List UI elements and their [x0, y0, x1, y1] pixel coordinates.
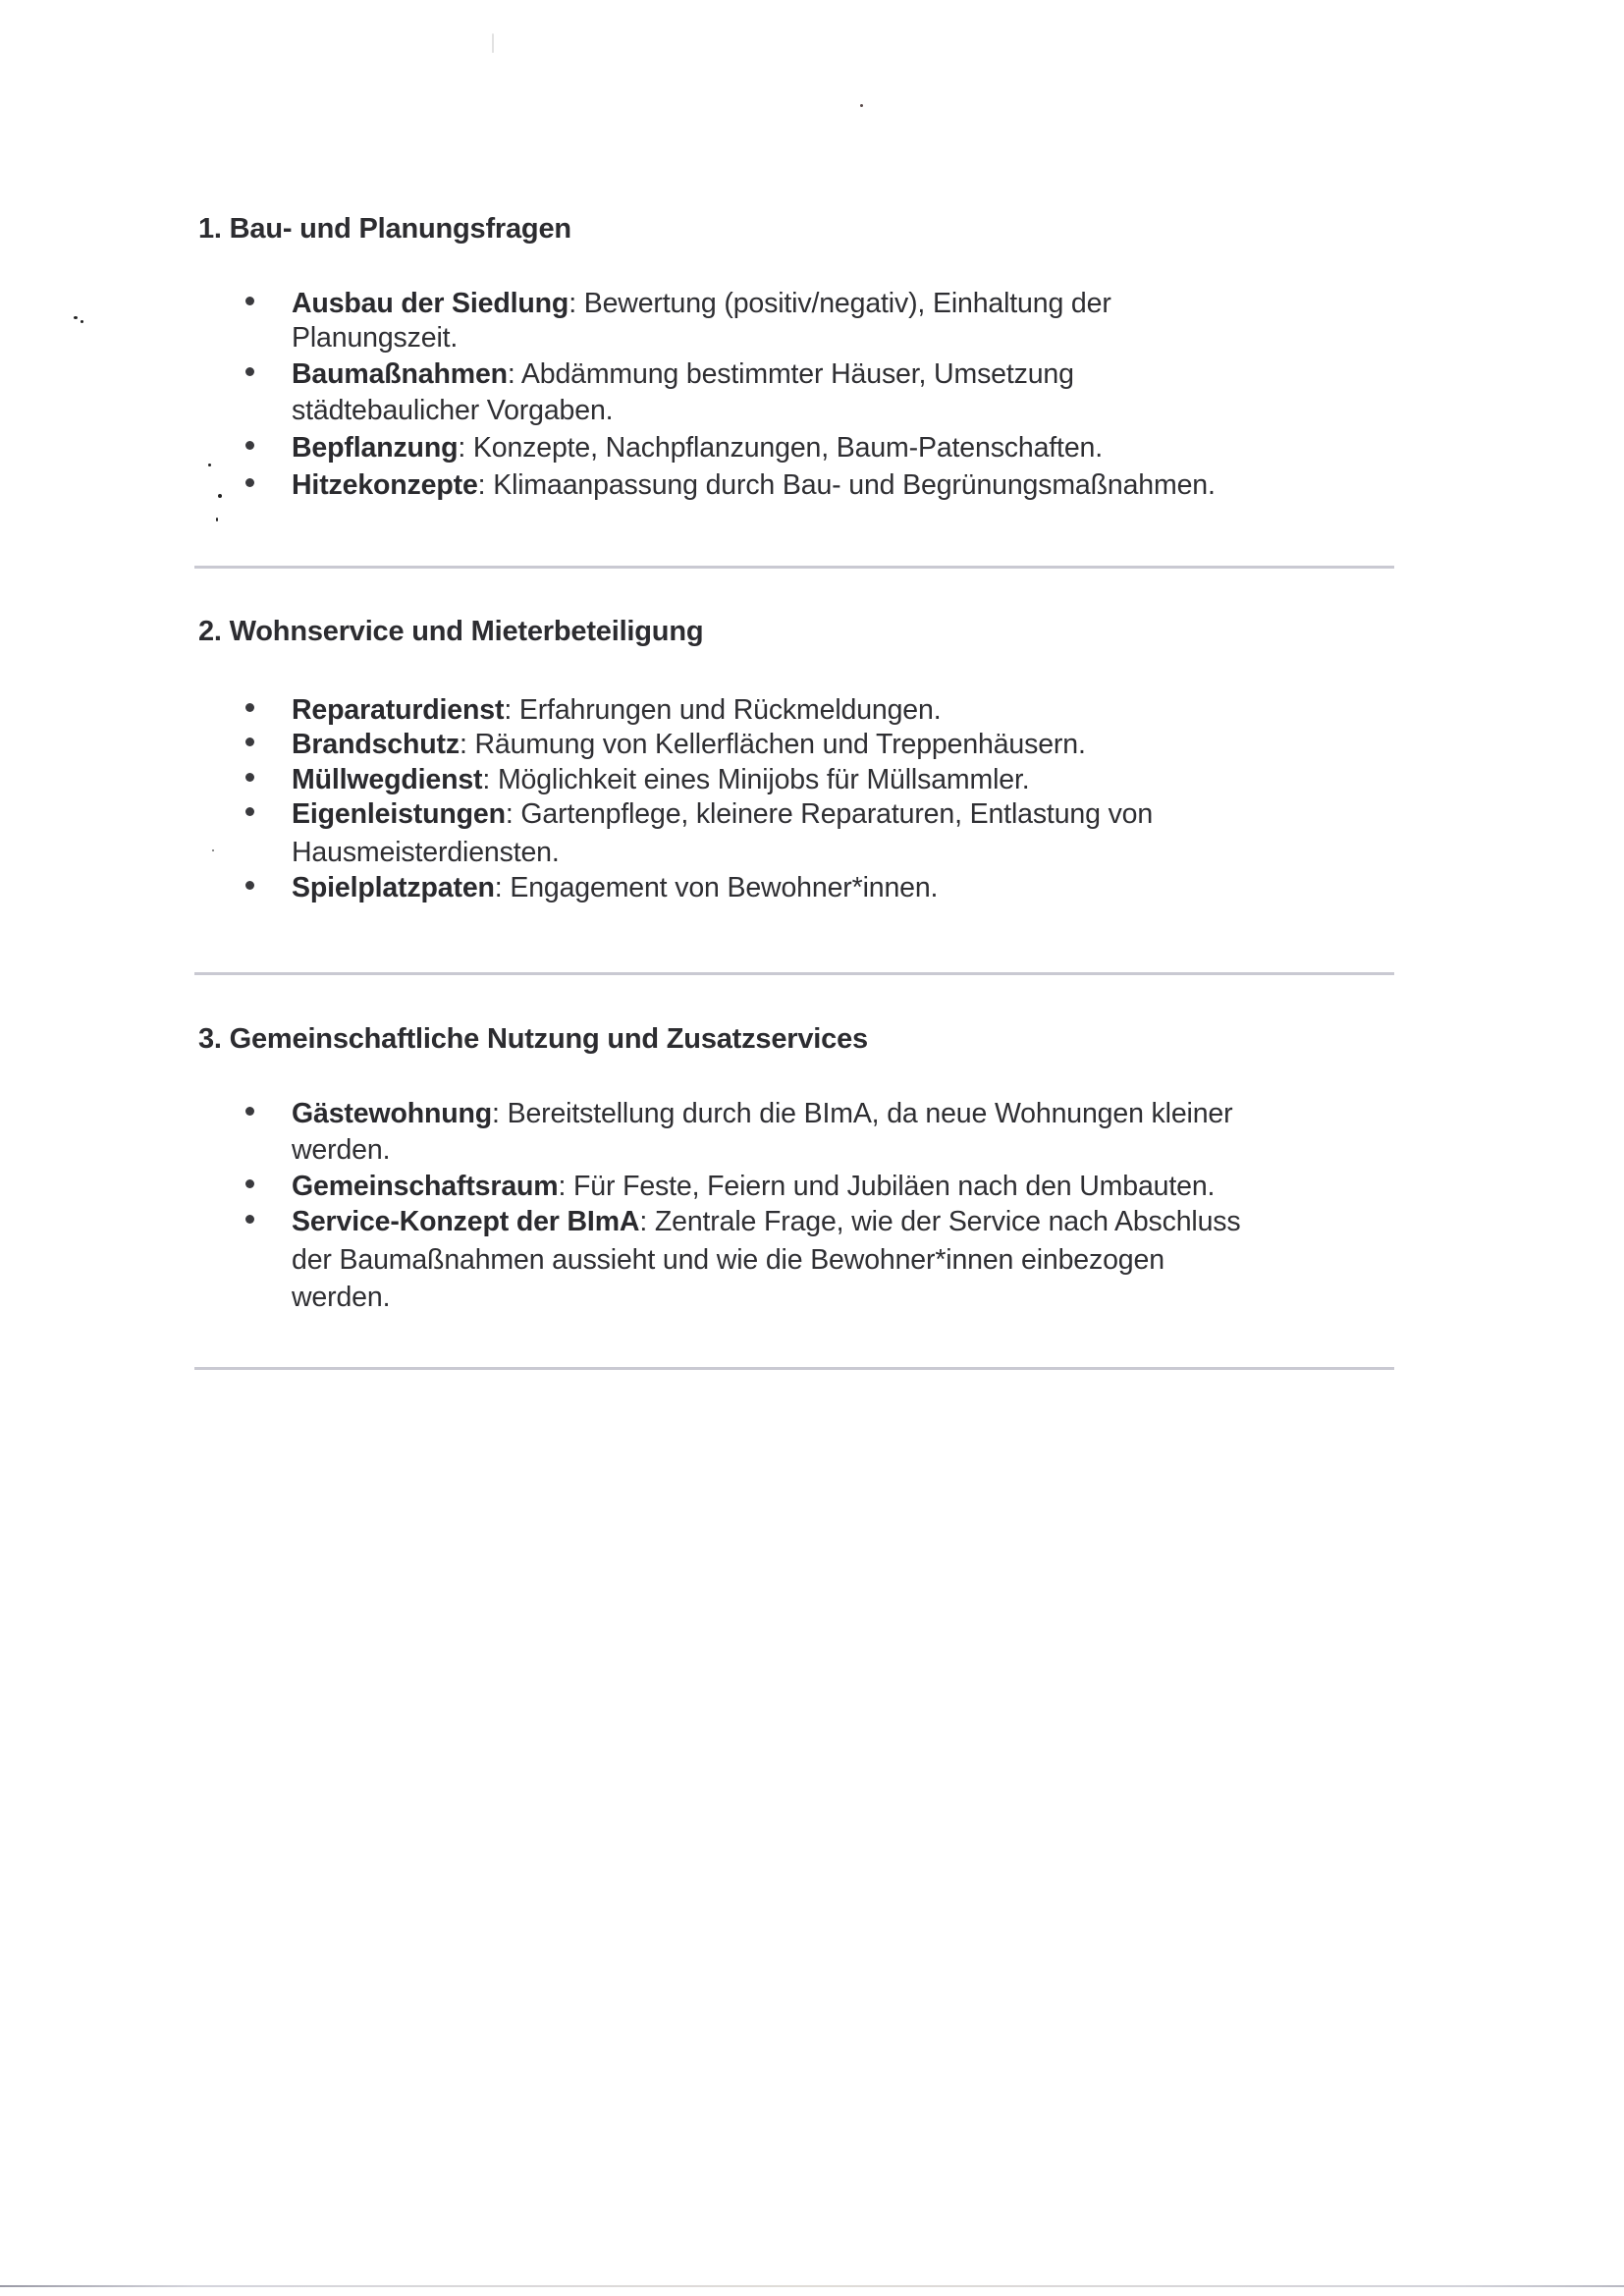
list-item-term: Hitzekonzepte: [292, 469, 478, 501]
list-item-line: [292, 692, 941, 728]
list-item-term: Eigenleistungen: [292, 798, 506, 830]
section-divider: [194, 566, 1394, 569]
list-item-line: werden.: [292, 1134, 391, 1166]
list-item-line: städtebaulicher Vorgaben.: [292, 395, 614, 426]
scan-speck: [212, 849, 214, 851]
list-item-term: Bepflanzung: [292, 432, 459, 464]
list-item-text: : Bereitstellung durch die BImA, da neue Wohnungen kleiner: [492, 1098, 1233, 1129]
list-item-text: : Räumung von Kellerflächen und Treppenhäusern.: [459, 729, 1086, 760]
list-item-line: [292, 727, 1086, 762]
list-item-text: : Klimaanpassung durch Bau- und Begrünungsmaßnahmen.: [477, 469, 1216, 501]
list-item-term: Müllwegdienst: [292, 764, 483, 795]
scan-speck: [81, 320, 83, 323]
list-item-term: Reparaturdienst: [292, 694, 505, 726]
section-heading: 2. Wohnservice und Mieterbeteiligung: [198, 616, 704, 647]
scan-speck: [74, 316, 78, 319]
list-item-text: : Konzepte, Nachpflanzungen, Baum-Patenschaften.: [458, 432, 1103, 464]
list-item-line: [292, 870, 938, 905]
list-item-line: [292, 1096, 1232, 1131]
list-item-term: Baumaßnahmen: [292, 358, 508, 390]
list-item-line: [292, 467, 1216, 503]
bullet-icon: [245, 1215, 254, 1224]
list-item-line: Hausmeisterdiensten.: [292, 837, 560, 868]
section-divider: [194, 972, 1394, 975]
list-item-term: Spielplatzpaten: [292, 872, 495, 903]
bullet-icon: [245, 703, 254, 712]
bullet-icon: [245, 1107, 254, 1116]
list-item-line: werden.: [292, 1282, 391, 1313]
bullet-icon: [245, 441, 254, 450]
scan-speck: [860, 104, 863, 107]
bullet-icon: [245, 881, 254, 890]
list-item-line: [292, 356, 1074, 392]
list-item-term: Brandschutz: [292, 729, 460, 760]
list-item-line: der Baumaßnahmen aussieht und wie die Bewohner*innen einbezogen: [292, 1244, 1164, 1276]
section-heading: 1. Bau- und Planungsfragen: [198, 213, 571, 245]
bullet-icon: [245, 297, 254, 305]
list-item-text: : Bewertung (positiv/negativ), Einhaltung der: [568, 288, 1111, 319]
list-item-line: [292, 430, 1103, 465]
list-item-text: : Möglichkeit eines Minijobs für Müllsammler.: [482, 764, 1030, 795]
list-item-term: Service-Konzept der BImA: [292, 1206, 640, 1237]
list-item-line: [292, 1204, 1241, 1239]
list-item-term: Gemeinschaftsraum: [292, 1171, 559, 1202]
section-heading: 3. Gemeinschaftliche Nutzung und Zusatzservices: [198, 1023, 868, 1055]
scan-speck: [218, 494, 222, 498]
bullet-icon: [245, 478, 254, 487]
list-item-line: Planungszeit.: [292, 322, 459, 354]
bullet-icon: [245, 807, 254, 816]
bullet-icon: [245, 738, 254, 746]
section-divider: [194, 1367, 1394, 1370]
list-item-text: : Engagement von Bewohner*innen.: [494, 872, 939, 903]
scan-speck: [216, 518, 218, 521]
list-item-term: Gästewohnung: [292, 1098, 493, 1129]
list-item-text: : Erfahrungen und Rückmeldungen.: [504, 694, 942, 726]
list-item-line: [292, 1169, 1215, 1204]
scan-speck: [208, 464, 211, 466]
scan-edge-line: [0, 2285, 1624, 2287]
list-item-term: Ausbau der Siedlung: [292, 288, 569, 319]
list-item-line: [292, 796, 1153, 832]
list-item-line: [292, 286, 1111, 321]
list-item-text: : Für Feste, Feiern und Jubiläen nach den Umbauten.: [558, 1171, 1216, 1202]
list-item-text: : Abdämmung bestimmter Häuser, Umsetzung: [507, 358, 1074, 390]
bullet-icon: [245, 773, 254, 782]
scan-speck: [492, 33, 494, 53]
bullet-icon: [245, 367, 254, 376]
bullet-icon: [245, 1179, 254, 1188]
list-item-text: : Gartenpflege, kleinere Reparaturen, Entlastung von: [505, 798, 1154, 830]
list-item-line: [292, 762, 1030, 797]
list-item-text: : Zentrale Frage, wie der Service nach Abschluss: [639, 1206, 1241, 1237]
